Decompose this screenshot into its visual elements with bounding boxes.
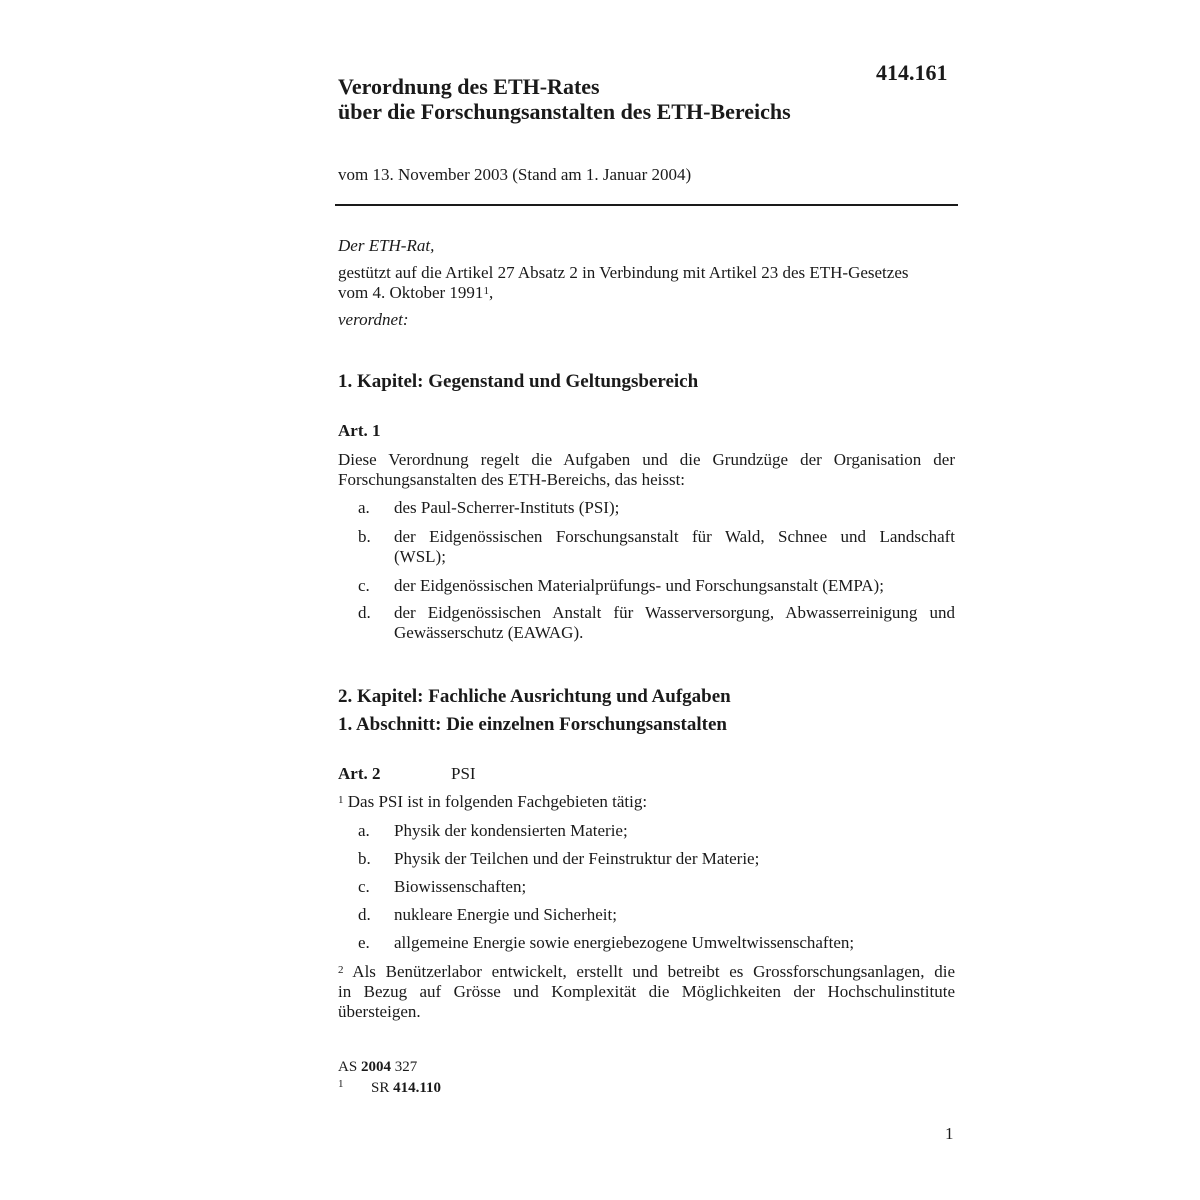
article-2-subject: PSI — [451, 764, 476, 783]
chapter-2-title: 2. Kapitel: Fachliche Ausrichtung und Aufgaben — [338, 686, 731, 707]
document-date: vom 13. November 2003 (Stand am 1. Januar 2004) — [338, 165, 692, 184]
list-marker: b. — [358, 527, 371, 546]
preamble-basis-date: vom 4. Oktober 1991 — [338, 283, 484, 302]
footnote-as — [338, 1059, 417, 1076]
footnote-as-page: 327 — [394, 1059, 418, 1075]
list-item-text: (WSL); — [394, 547, 446, 566]
footnote-1-ref[interactable]: 414.110 — [393, 1080, 442, 1096]
article-2-paragraph-2-line-3: übersteigen. — [338, 1002, 421, 1021]
article-2-paragraph-1 — [338, 792, 647, 812]
list-item-text: allgemeine Energie sowie energiebezogene Umweltwissenschaften; — [394, 933, 855, 952]
preamble-basis-line-2 — [338, 283, 493, 303]
list-item-text: der Eidgenössischen Forschungsanstalt für Wald, Schnee und Landschaft — [394, 527, 955, 546]
list-marker: c. — [358, 877, 370, 896]
list-item-text: der Eidgenössischen Anstalt für Wasserversorgung, Abwasserreinigung und — [394, 603, 955, 622]
footnote-as-year: 2004 — [360, 1059, 391, 1075]
list-item-text: Gewässerschutz (EAWAG). — [394, 623, 584, 642]
footnote-1-prefix: SR — [371, 1080, 390, 1096]
preamble-basis-trail: , — [488, 283, 494, 302]
footnote-as-prefix: AS — [338, 1059, 358, 1075]
list-item-text: Physik der kondensierten Materie; — [394, 821, 628, 840]
list-marker: d. — [358, 905, 371, 924]
list-item-text: Physik der Teilchen und der Feinstruktur der Materie; — [394, 849, 760, 868]
list-item-text: des Paul-Scherrer-Instituts (PSI); — [394, 498, 620, 517]
article-2-label: Art. 2 — [338, 764, 381, 783]
footnote-number: 1 — [338, 1078, 344, 1090]
article-2-paragraph-2-line-1 — [338, 962, 955, 982]
preamble-authority: Der ETH-Rat, — [338, 236, 435, 255]
list-item-text: Biowissenschaften; — [394, 877, 527, 896]
chapter-1-title: 1. Kapitel: Gegenstand und Geltungsbereich — [338, 371, 699, 392]
sr-number: 414.161 — [876, 60, 948, 85]
article-1-label: Art. 1 — [338, 421, 381, 440]
list-marker: d. — [358, 603, 371, 622]
article-2-paragraph-2-line-2: in Bezug auf Grösse und Komplexität die Möglichkeiten der Hochschulinstitute — [338, 982, 955, 1001]
list-item-text: nukleare Energie und Sicherheit; — [394, 905, 617, 924]
paragraph-text: Das PSI ist in folgenden Fachgebieten tätig: — [347, 792, 648, 811]
title-line-2: über die Forschungsanstalten des ETH-Bereichs — [338, 99, 791, 124]
list-marker: a. — [358, 498, 370, 517]
list-marker: e. — [358, 933, 370, 952]
section-1-title: 1. Abschnitt: Die einzelnen Forschungsanstalten — [338, 714, 727, 735]
article-1-intro-line-1: Diese Verordnung regelt die Aufgaben und die Grundzüge der Organisation der — [338, 450, 955, 469]
title-line-1: Verordnung des ETH-Rates — [338, 74, 600, 99]
footnote-reference-1[interactable]: 1 — [483, 285, 489, 297]
footnote-1-text — [371, 1080, 441, 1097]
page-number: 1 — [945, 1124, 954, 1143]
paragraph-number: 1 — [338, 794, 344, 806]
article-1-intro-line-2: Forschungsanstalten des ETH-Bereichs, das heisst: — [338, 470, 686, 489]
list-marker: c. — [358, 576, 370, 595]
footnote-1 — [338, 1080, 344, 1097]
document-title — [338, 74, 791, 124]
preamble-basis-line-1: gestützt auf die Artikel 27 Absatz 2 in Verbindung mit Artikel 23 des ETH-Gesetzes — [338, 263, 909, 282]
preamble-decree: verordnet: — [338, 310, 409, 329]
list-marker: b. — [358, 849, 371, 868]
header-divider — [335, 204, 958, 206]
paragraph-text: Als Benützerlabor entwickelt, erstellt und betreibt es Grossforschungsanlagen, die — [352, 962, 956, 981]
list-marker: a. — [358, 821, 370, 840]
list-item-text: der Eidgenössischen Materialprüfungs- und Forschungsanstalt (EMPA); — [394, 576, 884, 595]
paragraph-number: 2 — [338, 964, 344, 976]
